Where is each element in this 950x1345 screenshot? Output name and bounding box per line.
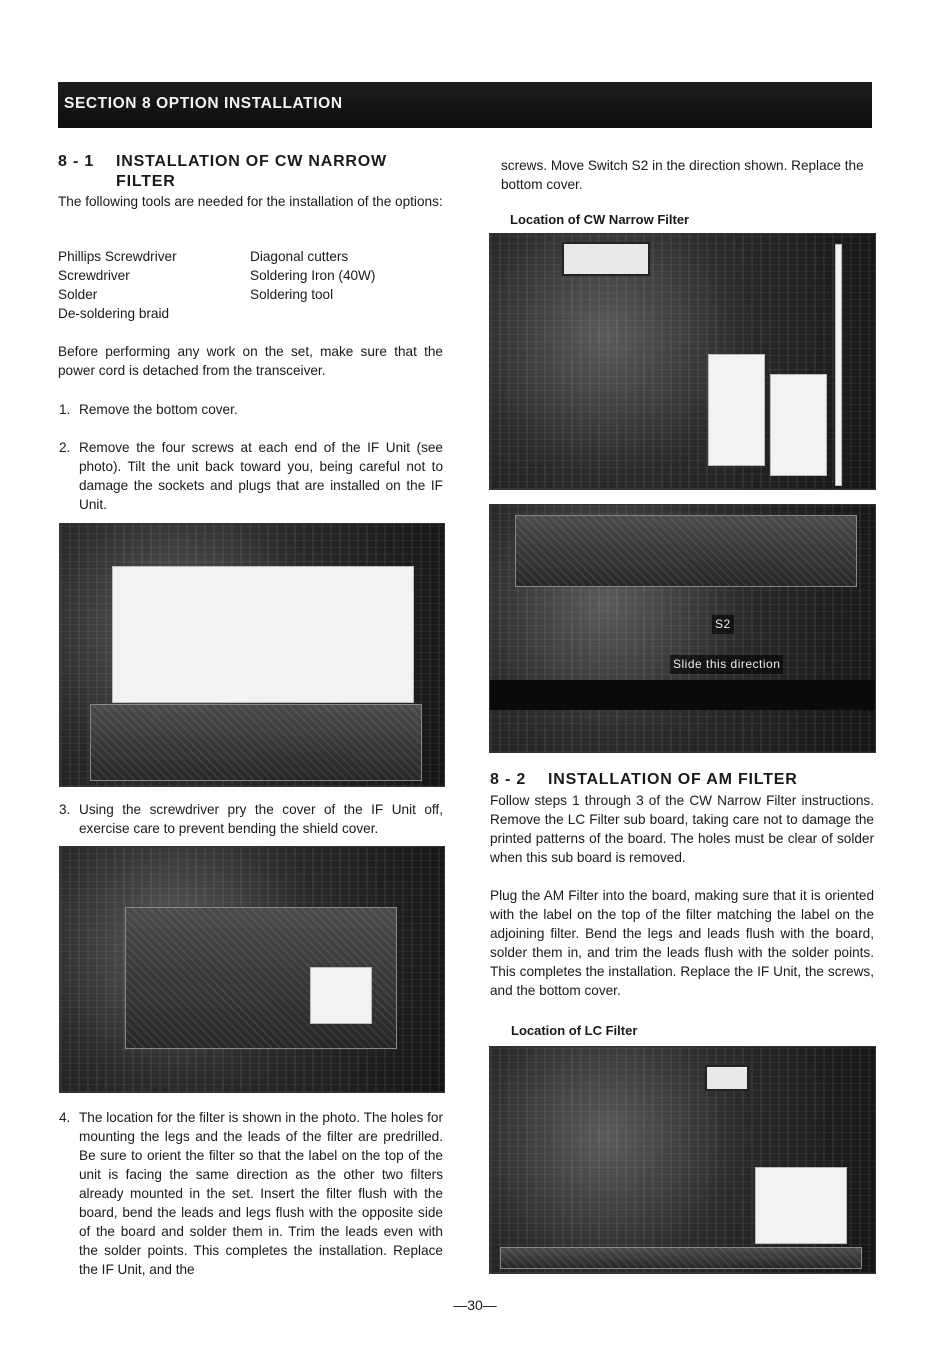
- section-banner: [58, 82, 872, 128]
- step-text: Remove the bottom cover.: [79, 402, 238, 417]
- tool-item: Phillips Screwdriver: [58, 249, 177, 264]
- step-number: 3.: [59, 802, 71, 817]
- photo-switch-s2: [489, 504, 876, 753]
- am-filter-paragraph-1: Follow steps 1 through 3 of the CW Narrow Filter instructions. Remove the LC Filter sub board, taking care not to damage the printed patterns of the board. The holes must be clear of solder when this sub board is removed.: [490, 793, 874, 865]
- filter-component: [755, 1167, 847, 1244]
- page-number: —30—: [453, 1297, 497, 1313]
- tool-item: Soldering Iron (40W): [250, 268, 376, 283]
- shield-edge: [835, 244, 842, 486]
- filter-component: [708, 354, 765, 466]
- section-title: SECTION 8 OPTION INSTALLATION: [64, 95, 343, 112]
- filter-label: [705, 1065, 749, 1091]
- warning-paragraph: Before performing any work on the set, make sure that the power cord is detached from the transceiver.: [58, 344, 443, 378]
- tool-item: Soldering tool: [250, 287, 334, 302]
- tool-item: Diagonal cutters: [250, 249, 349, 264]
- step-3: [59, 800, 443, 838]
- if-unit-shield: [112, 566, 414, 703]
- caption-cw-narrow-filter: Location of CW Narrow Filter: [510, 212, 690, 227]
- board-top: [515, 515, 857, 587]
- photo-if-unit-open: [59, 846, 445, 1093]
- continuation-paragraph: screws. Move Switch S2 in the direction shown. Replace the bottom cover.: [501, 158, 864, 192]
- front-panel-edge: [490, 680, 875, 710]
- board-edge: [500, 1247, 862, 1269]
- step-number: 2.: [59, 440, 71, 455]
- heading-8-2: [490, 770, 875, 790]
- tools-list-left: [58, 247, 238, 323]
- heading-8-1: [58, 152, 458, 192]
- step-text: The location for the filter is shown in the photo. The holes for mounting the legs and the leads of the filter are predrilled. Be sure to orient the filter so that the label on the top of the unit is facing the same direction as the other two filters already mounted in the set. Insert the filter flush with the board, bend the leads and legs flush with the opposite side of the board and solder them in. Trim the leads even with the solder points. This completes the installation. Replace the IF Unit, and the: [79, 1110, 443, 1277]
- tool-item: Screwdriver: [58, 268, 130, 283]
- heading-8-1-number: 8 - 1: [58, 153, 95, 170]
- photo-cw-filter-location: [489, 233, 876, 490]
- tool-item: De-soldering braid: [58, 306, 170, 321]
- step-text: Remove the four screws at each end of the IF Unit (see photo). Tilt the unit back toward you, being careful not to damage the sockets and plugs that are installed on the IF Unit.: [79, 440, 443, 512]
- intro-paragraph: The following tools are needed for the installation of the options:: [58, 194, 443, 209]
- label-s2: S2: [712, 615, 734, 634]
- wiring-harness: [90, 704, 422, 781]
- label-slide-direction: Slide this direction: [670, 655, 783, 674]
- step-4: [59, 1108, 443, 1279]
- heading-8-1-title-line2: FILTER: [116, 173, 176, 190]
- am-filter-paragraph-2: Plug the AM Filter into the board, making sure that it is oriented with the label on the top of the filter matching the label on the adjoining filter. Bend the legs and leads flush with the board, solder them in, and trim the leads flush with the solder points. This completes the installation. Replace the IF Unit, the screws, and the bottom cover.: [490, 888, 874, 998]
- heading-8-2-number: 8 - 2: [490, 771, 527, 788]
- tool-item: Solder: [58, 287, 98, 302]
- heading-8-2-title: INSTALLATION OF AM FILTER: [548, 771, 798, 788]
- heading-8-1-title-line1: INSTALLATION OF CW NARROW: [116, 153, 387, 170]
- step-1: [59, 400, 443, 419]
- filter-component: [310, 967, 372, 1024]
- step-text: Using the screwdriver pry the cover of the IF Unit off, exercise care to prevent bending the shield cover.: [79, 802, 443, 836]
- filter-component: [770, 374, 827, 476]
- step-2: [59, 438, 443, 514]
- photo-lc-filter-location: [489, 1046, 876, 1274]
- caption-lc-filter: Location of LC Filter: [511, 1023, 638, 1038]
- photo-if-unit-screws: [59, 523, 445, 787]
- step-number: 1.: [59, 402, 71, 417]
- step-number: 4.: [59, 1110, 71, 1125]
- filter-label: [562, 242, 650, 276]
- tools-list-right: [250, 247, 450, 304]
